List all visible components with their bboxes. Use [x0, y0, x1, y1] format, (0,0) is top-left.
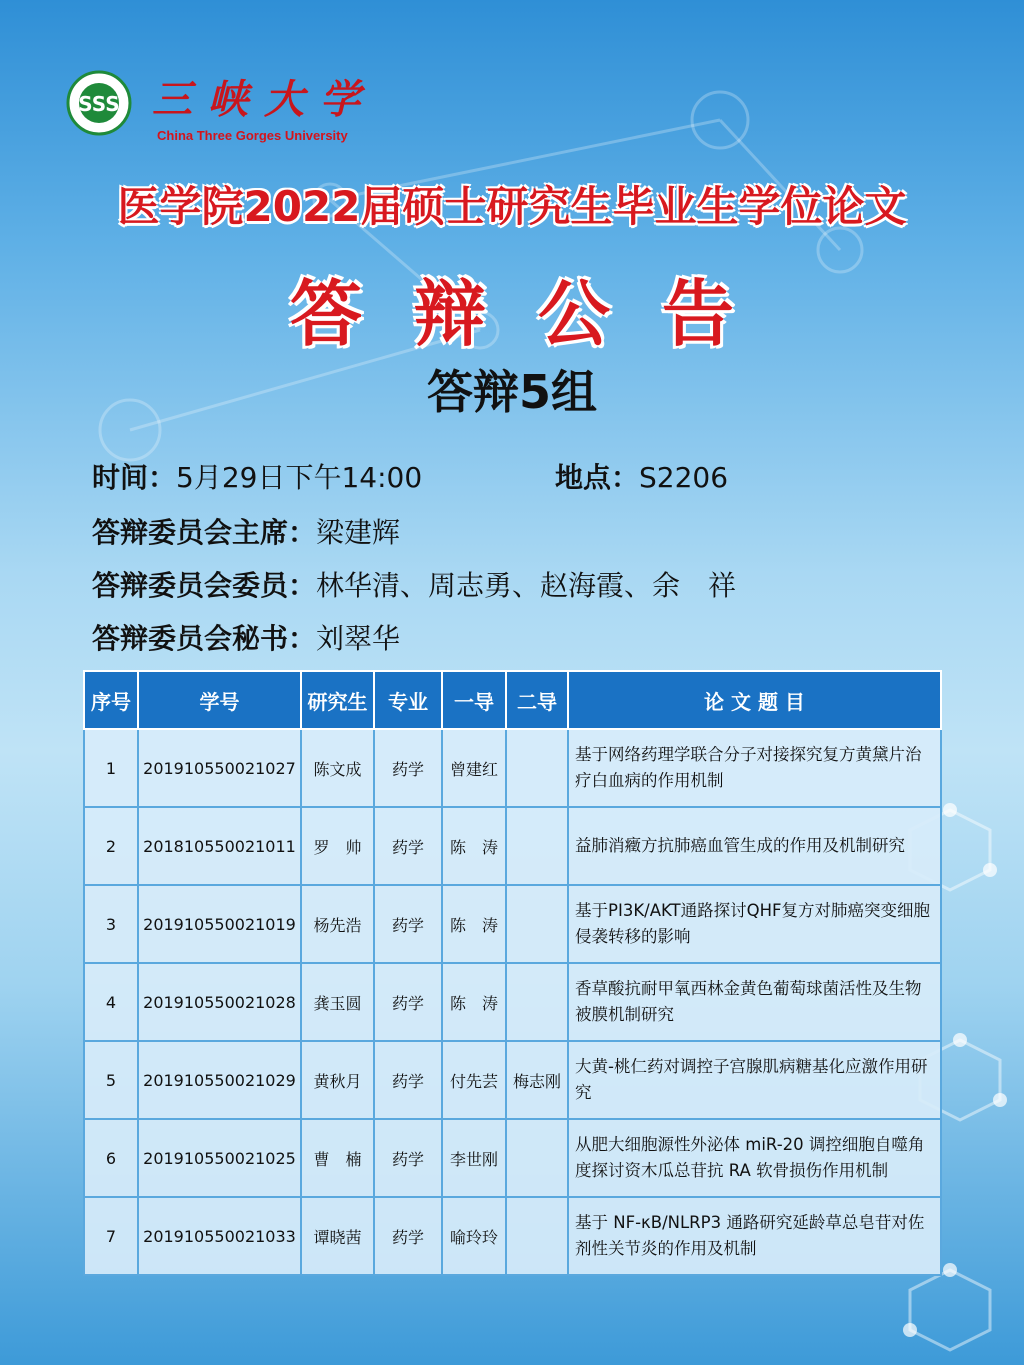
cell-thesis-title: 香草酸抗耐甲氧西林金黄色葡萄球菌活性及生物被膜机制研究 — [568, 963, 941, 1041]
cell-advisor1: 付先芸 — [442, 1041, 506, 1119]
members-value: 林华清、周志勇、赵海霞、余 祥 — [316, 569, 737, 602]
cell-thesis-title: 大黄-桃仁药对调控子宫腺肌病糖基化应激作用研究 — [568, 1041, 941, 1119]
cell-advisor2 — [506, 807, 568, 885]
cell-no: 2 — [84, 807, 138, 885]
table-row — [84, 1119, 941, 1197]
cell-student-id: 201910550021025 — [138, 1119, 301, 1197]
cell-no: 3 — [84, 885, 138, 963]
announcement-heading: 医学院2022届硕士研究生毕业生学位论文 — [117, 182, 907, 231]
header-no: 序号 — [84, 671, 138, 729]
cell-student-id: 201910550021033 — [138, 1197, 301, 1275]
cell-major: 药学 — [374, 1041, 442, 1119]
chair-label: 答辩委员会主席： — [92, 516, 317, 549]
cell-advisor1: 陈 涛 — [442, 885, 506, 963]
table-row — [84, 1197, 941, 1275]
cell-thesis-title: 从肥大细胞源性外泌体 miR-20 调控细胞自噬角度探讨资木瓜总苷抗 RA 软骨损伤作用机制 — [568, 1119, 941, 1197]
cell-student-id: 201910550021019 — [138, 885, 301, 963]
university-seal-logo — [66, 70, 132, 136]
cell-advisor2 — [506, 885, 568, 963]
cell-major: 药学 — [374, 1197, 442, 1275]
cell-advisor2 — [506, 729, 568, 807]
cell-advisor2 — [506, 1119, 568, 1197]
cell-major: 药学 — [374, 807, 442, 885]
cell-advisor2 — [506, 963, 568, 1041]
cell-thesis-title: 基于网络药理学联合分子对接探究复方黄黛片治疗白血病的作用机制 — [568, 729, 941, 807]
cell-student-name: 陈文成 — [301, 729, 374, 807]
cell-major: 药学 — [374, 963, 442, 1041]
header-thesis-title: 论 文 题 目 — [568, 671, 941, 729]
cell-student-name: 谭晓茜 — [301, 1197, 374, 1275]
header-advisor1: 一导 — [442, 671, 506, 729]
secretary-value: 刘翠华 — [316, 622, 401, 655]
cell-no: 5 — [84, 1041, 138, 1119]
cell-advisor1: 曾建红 — [442, 729, 506, 807]
table-row — [84, 807, 941, 885]
table-row — [84, 885, 941, 963]
table-header-row — [84, 671, 941, 729]
cell-student-id: 201910550021028 — [138, 963, 301, 1041]
place-label: 地点： — [555, 461, 640, 494]
committee-members — [92, 564, 736, 604]
members-label: 答辩委员会委员： — [92, 569, 317, 602]
secretary-label: 答辩委员会秘书： — [92, 622, 317, 655]
header-student-name: 研究生 — [301, 671, 374, 729]
table-row — [84, 729, 941, 807]
cell-no: 6 — [84, 1119, 138, 1197]
defense-schedule-table — [83, 670, 942, 1276]
cell-advisor2: 梅志刚 — [506, 1041, 568, 1119]
svg-text:SSS: SSS — [78, 92, 120, 116]
cell-student-name: 杨先浩 — [301, 885, 374, 963]
university-english-name: China Three Gorges University — [157, 128, 348, 143]
cell-advisor1: 陈 涛 — [442, 807, 506, 885]
cell-advisor1: 喻玲玲 — [442, 1197, 506, 1275]
cell-student-name: 龚玉圆 — [301, 963, 374, 1041]
cell-major: 药学 — [374, 885, 442, 963]
chair-value: 梁建辉 — [316, 516, 401, 549]
cell-student-name: 曹 楠 — [301, 1119, 374, 1197]
time-label: 时间： — [92, 461, 177, 494]
place-value: S2206 — [639, 461, 729, 494]
cell-major: 药学 — [374, 729, 442, 807]
cell-student-id: 201910550021029 — [138, 1041, 301, 1119]
defense-place — [555, 456, 728, 496]
header-student-id: 学号 — [138, 671, 301, 729]
group-title: 答辩5组 — [426, 365, 597, 419]
cell-student-name: 黄秋月 — [301, 1041, 374, 1119]
cell-student-id: 201910550021027 — [138, 729, 301, 807]
cell-no: 7 — [84, 1197, 138, 1275]
cell-advisor1: 李世刚 — [442, 1119, 506, 1197]
cell-no: 1 — [84, 729, 138, 807]
university-chinese-name: 三峡大学 — [152, 76, 376, 123]
committee-secretary — [92, 617, 400, 657]
table-row — [84, 1041, 941, 1119]
table-row — [84, 963, 941, 1041]
cell-advisor2 — [506, 1197, 568, 1275]
time-value: 5月29日下午14:00 — [176, 461, 423, 494]
cell-thesis-title: 基于PI3K/AKT通路探讨QHF复方对肺癌突变细胞侵袭转移的影响 — [568, 885, 941, 963]
cell-major: 药学 — [374, 1119, 442, 1197]
cell-no: 4 — [84, 963, 138, 1041]
header-advisor2: 二导 — [506, 671, 568, 729]
cell-thesis-title: 益肺消癥方抗肺癌血管生成的作用及机制研究 — [568, 807, 941, 885]
cell-thesis-title: 基于 NF-κB/NLRP3 通路研究延龄草总皂苷对佐剂性关节炎的作用及机制 — [568, 1197, 941, 1275]
cell-student-name: 罗 帅 — [301, 807, 374, 885]
committee-chair — [92, 511, 400, 551]
cell-advisor1: 陈 涛 — [442, 963, 506, 1041]
cell-student-id: 201810550021011 — [138, 807, 301, 885]
defense-time — [92, 456, 422, 496]
announcement-title: 答辩公告 — [289, 271, 786, 356]
header-major: 专业 — [374, 671, 442, 729]
